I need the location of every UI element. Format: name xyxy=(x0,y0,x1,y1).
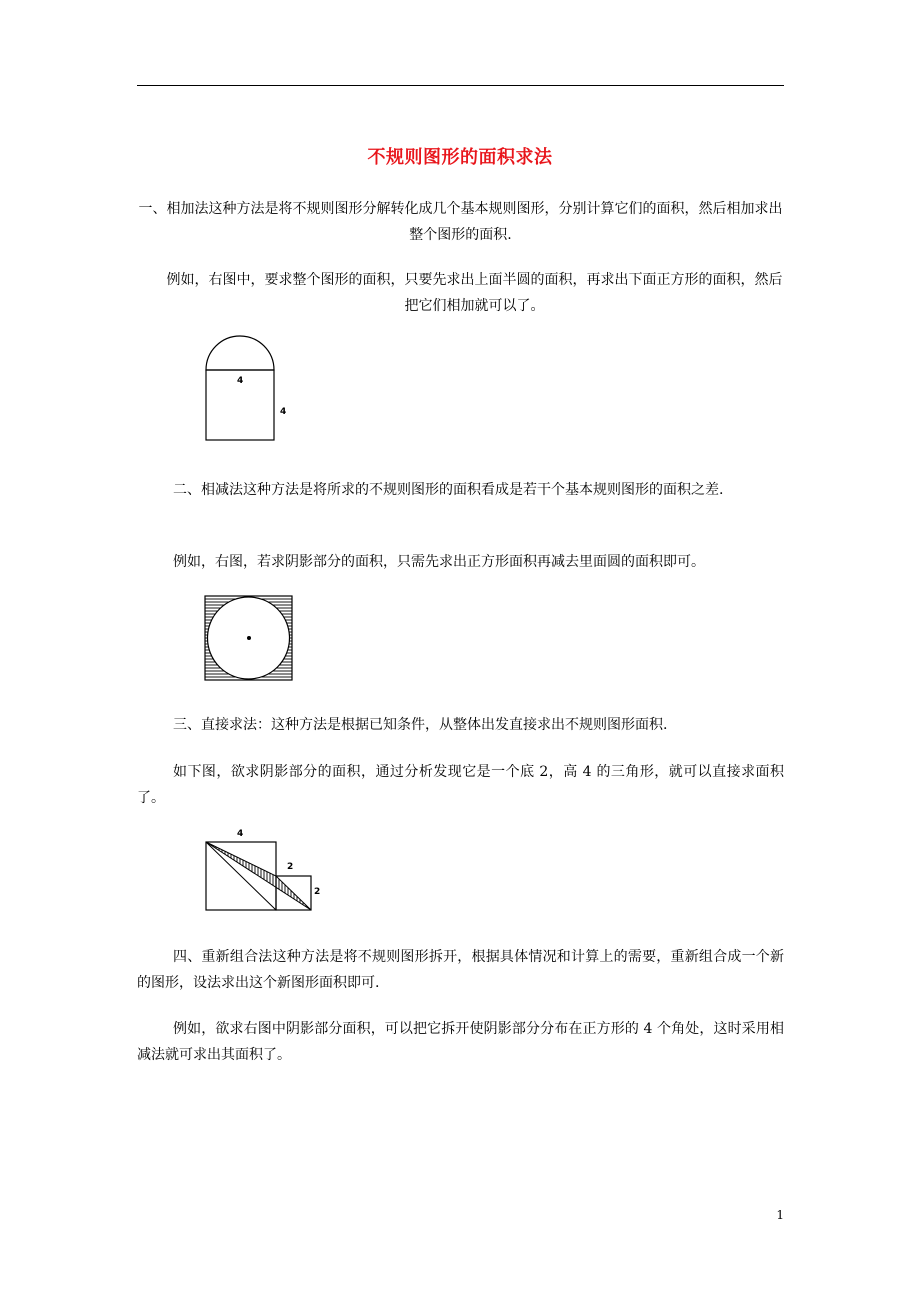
section-2-heading: 二、相减法 xyxy=(173,482,243,498)
right-side-label: 4 xyxy=(280,407,287,417)
figure-semicircle-square xyxy=(200,332,300,444)
figure-triangle-squares xyxy=(200,822,330,916)
page-title: 不规则图形的面积求法 xyxy=(367,147,553,168)
section-1-intro xyxy=(137,196,784,248)
section-2-text: 这种方法是将所求的不规则图形的面积看成是若干个基本规则图形的面积之差. xyxy=(243,482,724,498)
semicircle-shape xyxy=(206,336,274,370)
section-3-text: 这种方法是根据已知条件，从整体出发直接求出不规则图形面积. xyxy=(271,717,668,733)
small-square-top-label: 2 xyxy=(287,862,294,872)
section-3-intro xyxy=(137,712,784,738)
top-side-label: 4 xyxy=(237,376,244,386)
circle-center-dot xyxy=(247,636,251,640)
figure-circle-in-square xyxy=(204,595,296,683)
section-2-example: 例如，右图，若求阴影部分的面积，只需先求出正方形面积再减去里面圆的面积即可。 xyxy=(173,554,705,570)
section-2-intro xyxy=(137,477,784,503)
large-square-label: 4 xyxy=(237,829,244,839)
section-4-text: 这种方法是将不规则图形拆开，根据具体情况和计算上的需要，重新组合成一个新的图形，设法求出这个新图形面积即可. xyxy=(137,949,784,991)
header-rule xyxy=(137,85,784,86)
section-4-heading: 四、重新组合法 xyxy=(173,949,273,965)
section-1-heading: 一、相加法 xyxy=(138,201,209,217)
page-number: 1 xyxy=(776,1208,784,1222)
section-1-example: 例如，右图中，要求整个图形的面积，只要先求出上面半圆的面积，再求出下面正方形的面积，然后把它们相加就可以了。 xyxy=(166,272,783,314)
section-1-text: 这种方法是将不规则图形分解转化成几个基本规则图形，分别计算它们的面积，然后相加求出整个图形的面积. xyxy=(208,201,783,243)
small-square-side-label: 2 xyxy=(314,887,321,897)
section-4-example: 例如，欲求右图中阴影部分面积，可以把它拆开使阴影部分分布在正方形的 4 个角处，这时采用相减法就可求出其面积了。 xyxy=(137,1021,784,1063)
section-3-heading: 三、直接求法： xyxy=(173,717,271,733)
section-4-intro xyxy=(137,944,784,996)
section-3-example: 如下图，欲求阴影部分的面积，通过分析发现它是一个底 2，高 4 的三角形，就可以直接求面积了。 xyxy=(137,764,784,806)
